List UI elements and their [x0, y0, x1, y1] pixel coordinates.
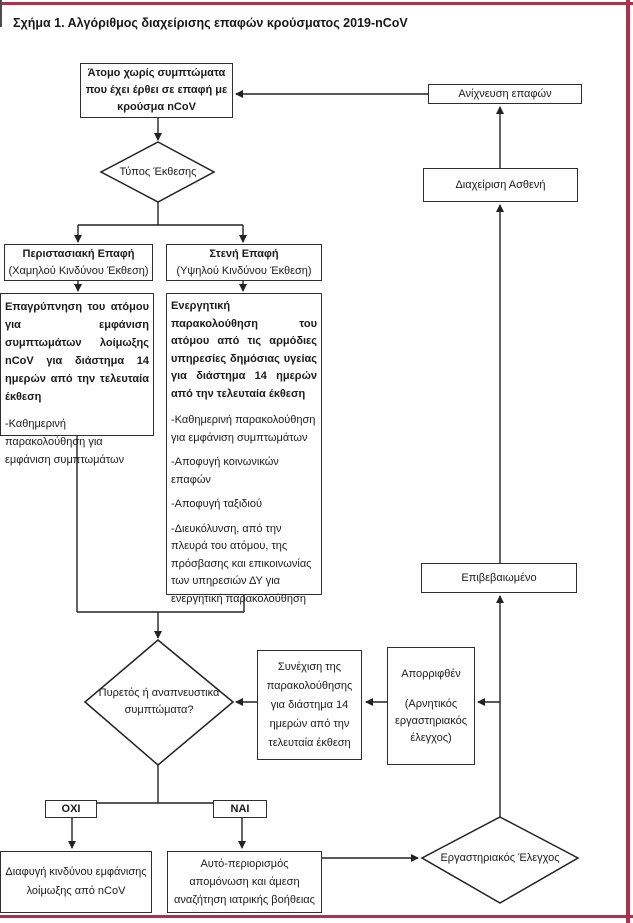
no-outcome-node: Διαφυγή κινδύνου εμφάνισης λοίμωξης από nCoV — [0, 851, 152, 913]
casual-contact-title: Περιστασιακή Επαφή — [22, 248, 135, 260]
close-actions-item: -Καθημερινή παρακολούθηση για εμφάνιση συμπτωμάτων — [171, 414, 316, 444]
close-contact-title: Στενή Επαφή — [209, 248, 279, 260]
figure-title: Σχήμα 1. Αλγόριθμος διαχείρισης επαφών κρούσματος 2019-nCoV — [13, 16, 408, 30]
close-contact-node — [166, 244, 322, 281]
contact-tracing-node: Ανίχνευση επαφών — [428, 84, 582, 104]
discarded-title: Απορριφθέν — [401, 667, 461, 680]
casual-contact-node — [4, 244, 153, 281]
casual-actions-item: -Καθημερινή παρακολούθηση για εμφάνιση συμπτωμάτων — [5, 418, 125, 466]
lab-testing-label: Εργαστηριακός Έλεγχος — [440, 852, 560, 864]
yes-outcome-node: Αυτό-περιορισμός απομόνωση και άμεση αναζήτηση ιατρικής βοήθειας — [167, 851, 322, 913]
exposure-type-label: Τύπος Έκθεσης — [119, 166, 197, 178]
close-actions-item: -Αποφυγή ταξιδιού — [171, 498, 262, 510]
casual-actions-main: Επαγρύπνηση του ατόμου για εμφάνιση συμπτωμάτων λοίμωξης nCoV για διάστημα 14 ημερών από την τελευταία έκθεση — [5, 301, 149, 403]
close-contact-actions-node — [166, 293, 322, 605]
close-actions-item: -Διευκόλυνση, από την πλευρά του ατόμου, της πρόσβασης και επικοινωνίας των υπηρεσιών ΔΥ για ενεργητική παρακολούθηση — [171, 522, 312, 605]
confirmed-node: Επιβεβαιωμένο — [421, 563, 577, 593]
casual-contact-subtitle: (Χαμηλού Κινδύνου Έκθεση) — [8, 264, 149, 277]
casual-contact-actions-node — [0, 293, 154, 466]
symptoms-question-label: Πυρετός ή αναπνευστικά συμπτώματα? — [98, 687, 220, 716]
discarded-node — [387, 647, 475, 765]
continue-monitoring-node: Συνέχιση της παρακολούθησης για διάστημα 14 ημερών από την τελευταία έκθεση — [257, 650, 362, 760]
discarded-subtitle: (Αρνητικός εργαστηριακός έλεγχος) — [394, 697, 468, 744]
close-contact-subtitle: (Υψηλού Κινδύνου Έκθεση) — [176, 264, 312, 277]
no-label-node: ΟΧΙ — [45, 800, 97, 818]
yes-label-node: ΝΑΙ — [213, 800, 267, 818]
patient-management-node: Διαχείριση Ασθενή — [423, 168, 578, 202]
close-actions-item: -Αποφυγή κοινωνικών επαφών — [171, 456, 279, 486]
start-node: Άτομο χωρίς συμπτώματα που έχει έρθει σε επαφή με κρούσμα nCoV — [80, 63, 233, 118]
close-actions-main: Ενεργητική παρακολούθηση του ατόμου από τις αρμόδιες υπηρεσίες δημόσιας υγείας για διάστημα 14 ημερών από την τελευταία έκθεση — [171, 300, 317, 400]
